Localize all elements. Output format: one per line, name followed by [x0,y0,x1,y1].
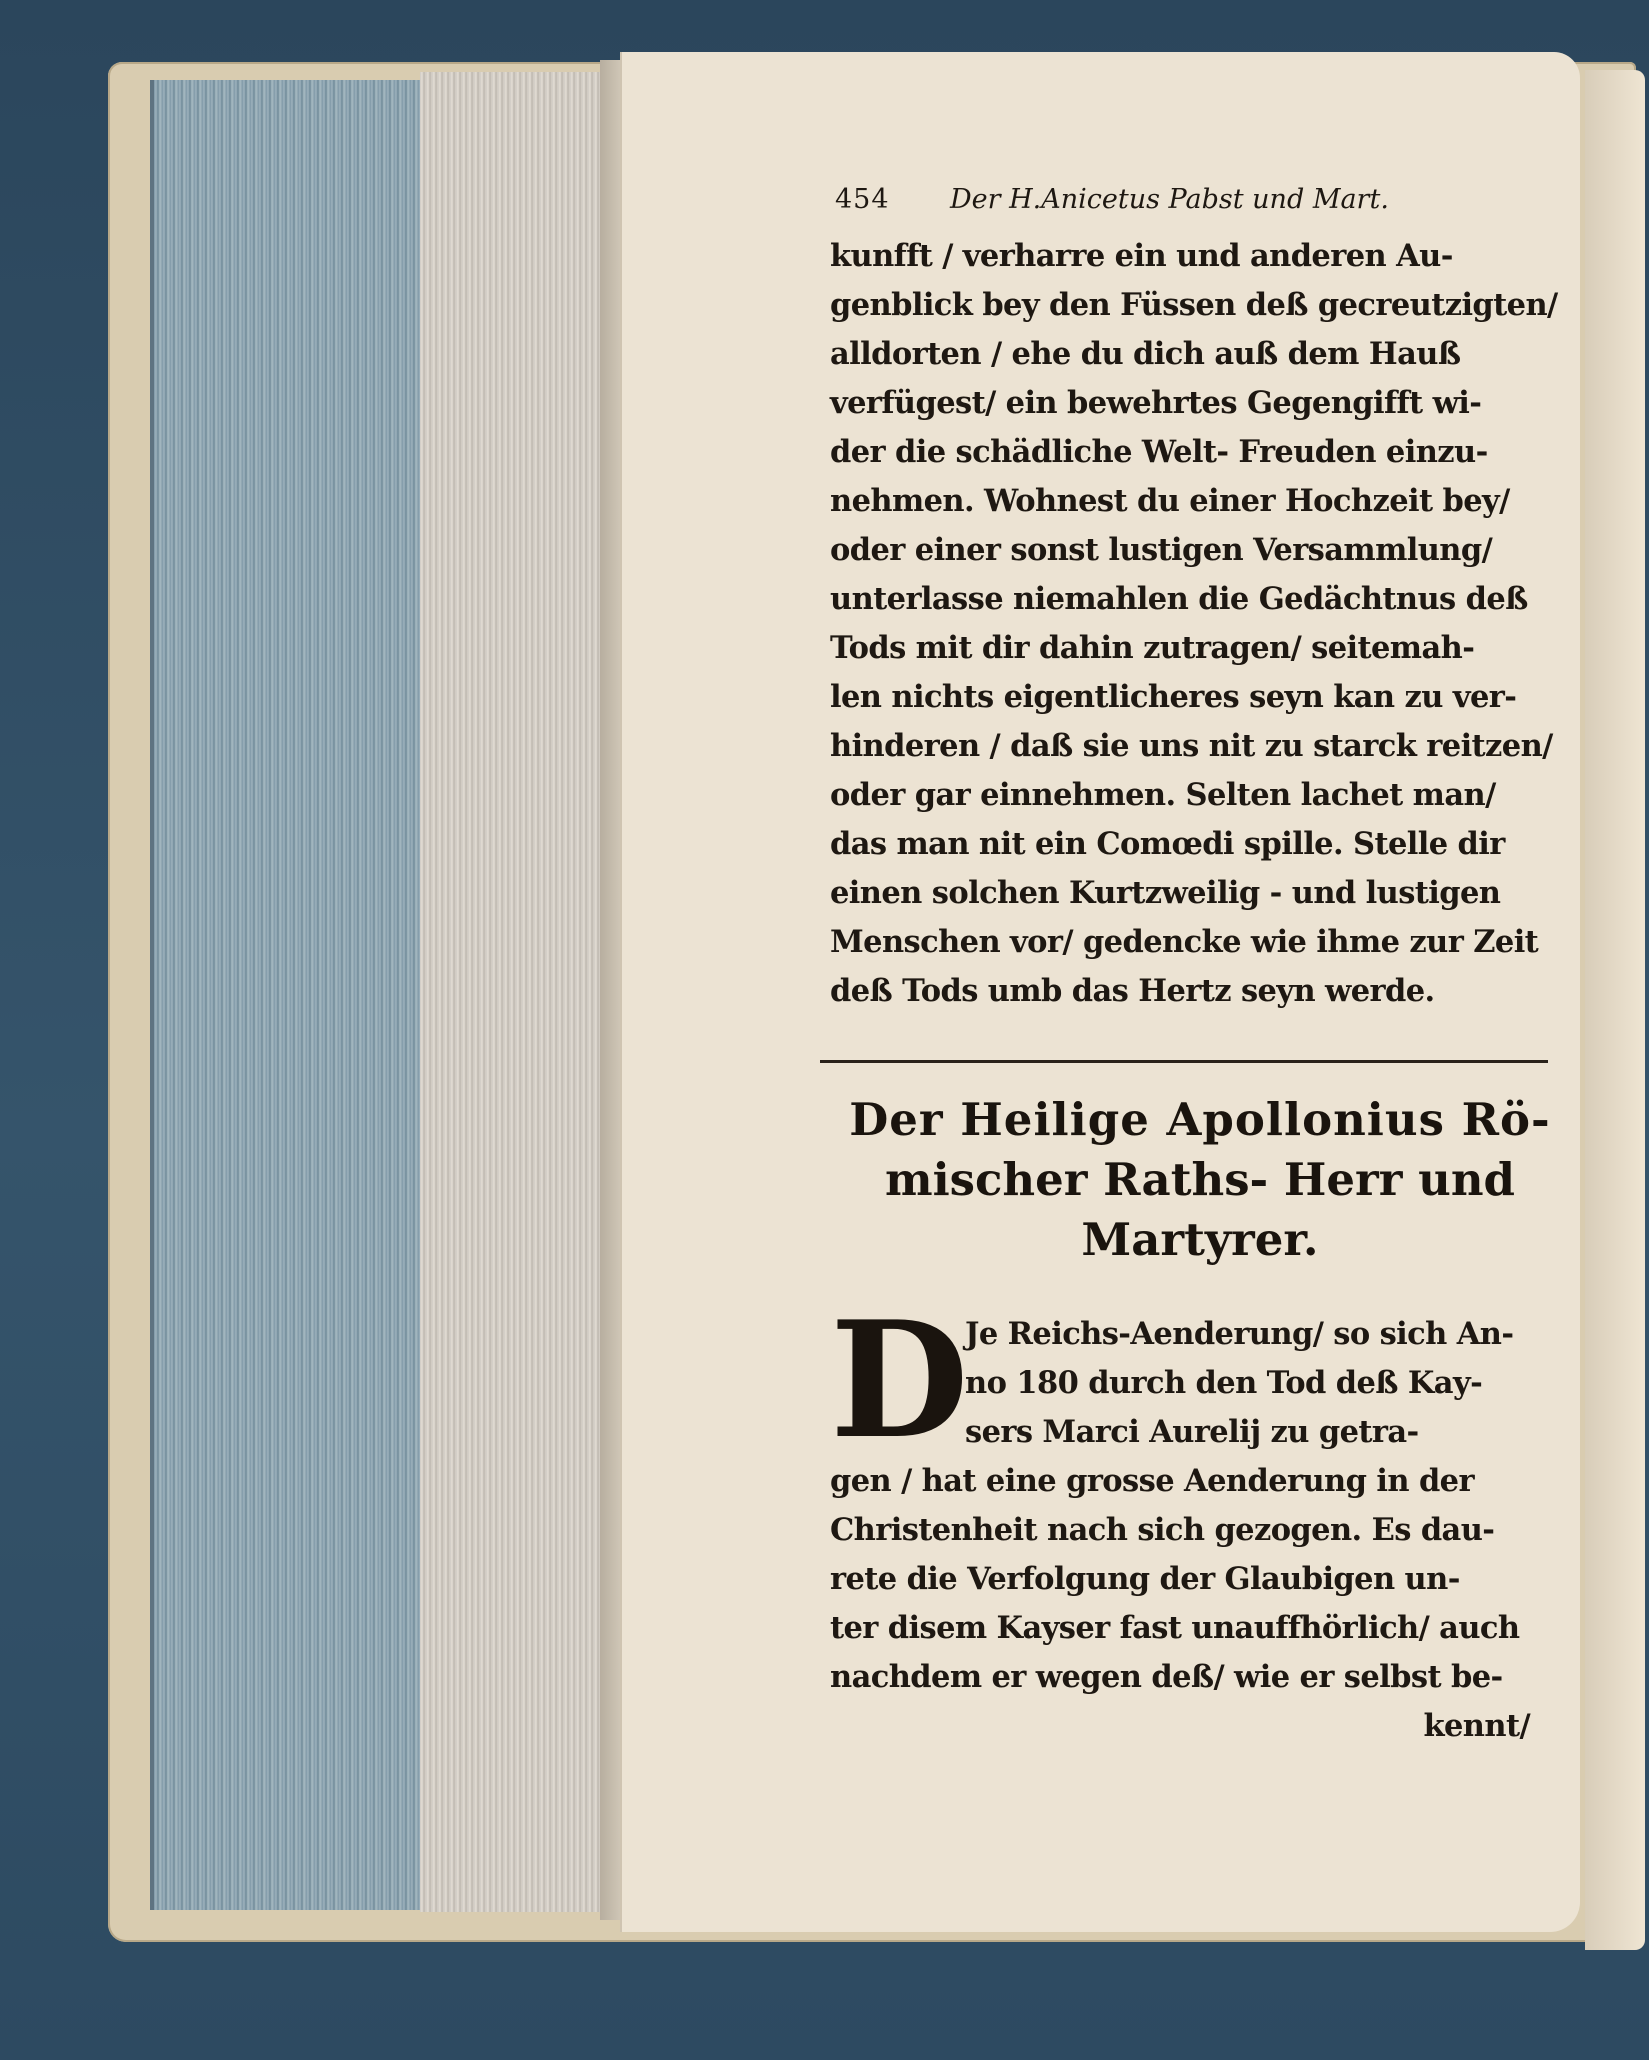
text-line: unterlasse niemahlen die Gedächtnus deß [830,581,1528,617]
text-line: rete die Verfolgung der Glaubigen un- [830,1561,1460,1597]
text-line: oder einer sonst lustigen Versammlung/ [830,532,1493,568]
text-line: Tods mit dir dahin zutragen/ seitemah- [830,630,1475,666]
text-line: das man nit ein Comœdi spille. Stelle dir [830,826,1505,862]
text-line: verfügest/ ein bewehrtes Gegengifft wi- [830,385,1482,421]
text-line: Christenheit nach sich gezogen. Es dau- [830,1512,1495,1548]
drop-cap: D [830,1286,969,1474]
text-line: kunfft / verharre ein und anderen Au- [830,238,1453,274]
section-body [830,1286,1550,1751]
text-line: deß Tods umb das Hertz seyn werde. [830,973,1435,1009]
next-page-edge [1585,70,1645,1950]
text-line: no 180 durch den Tod deß Kay- [965,1365,1483,1401]
text-line: ter disem Kayser fast unauffhörlich/ auch [830,1610,1520,1646]
page-number: 454 [835,184,890,215]
text-line: Je Reichs-Aenderung/ so sich An- [965,1316,1514,1352]
heading-line: Martyrer. [1081,1213,1319,1266]
continued-text [830,232,1558,1016]
page-content [830,180,1558,1016]
text-line: sers Marci Aurelij zu getra- [965,1414,1419,1450]
heading-line: Der Heilige Apollonius Rö- [849,1093,1551,1146]
text-line: gen / hat eine grosse Aenderung in der [830,1463,1474,1499]
page-edge-block [150,80,424,1910]
text-line: Menschen vor/ gedencke wie ihme zur Zeit [830,924,1539,960]
text-line: nehmen. Wohnest du einer Hochzeit bey/ [830,483,1510,519]
text-line: alldorten / ehe du dich auß dem Hauß [830,336,1461,372]
text-line: hinderen / daß sie uns nit zu starck reitzen/ [830,728,1553,764]
heading-line: mischer Raths- Herr und [884,1153,1516,1206]
page-edge-inner [420,72,620,1912]
text-line: nachdem er wegen deß/ wie er selbst be- [830,1659,1503,1695]
section-heading [840,1090,1560,1270]
text-line: oder gar einnehmen. Selten lachet man/ [830,777,1496,813]
page-header [830,180,1550,232]
text-line: der die schädliche Welt- Freuden einzu- [830,434,1488,470]
catchword: kennt/ [1423,1708,1530,1744]
text-line: len nichts eigentlicheres seyn kan zu ver- [830,679,1517,715]
text-line: genblick bey den Füssen deß gecreutzigten/ [830,287,1558,323]
running-title: Der H.Anicetus Pabst und Mart. [950,184,1389,215]
section-divider [820,1060,1548,1063]
text-line: einen solchen Kurtzweilig - und lustigen [830,875,1501,911]
